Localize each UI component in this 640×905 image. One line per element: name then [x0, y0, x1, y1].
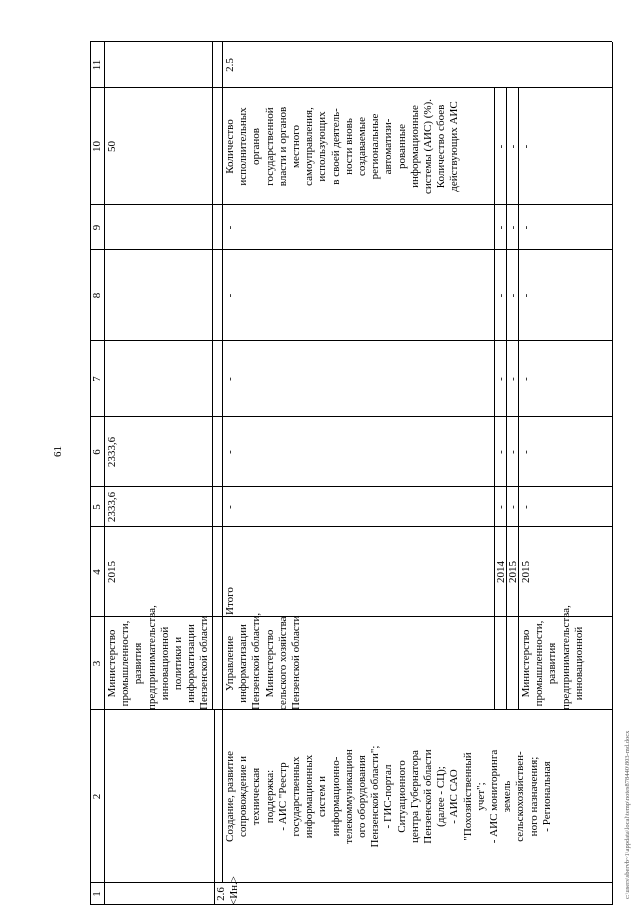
amount-cell: 2333,6	[106, 436, 118, 468]
table-line	[90, 486, 612, 487]
column-header: 11	[91, 59, 103, 71]
dash-cell: -	[507, 144, 519, 149]
page-number: 61	[52, 446, 64, 457]
dash-cell: -	[507, 450, 519, 454]
dash-cell: -	[495, 377, 507, 381]
amount-cell: 2333,6	[106, 491, 118, 523]
column-header: 3	[91, 660, 103, 667]
indicator-text: Количество исполнительных органов государственной власти и органов местного самоуправления, использующих в своей деятель- ности вновь создаваемые региональные автоматизи- рованные информационные системы (АИС) (%). Количество сбоев действующих АИС	[224, 99, 461, 194]
dash-cell: -	[495, 293, 507, 298]
column-header: 4	[91, 569, 103, 575]
indicator-value: 50	[106, 141, 118, 152]
dash-cell: -	[224, 377, 236, 381]
table-line	[612, 42, 613, 905]
column-header: 6	[91, 449, 103, 455]
dash-cell: -	[520, 377, 532, 381]
year-cell: 2015	[520, 561, 532, 583]
dash-cell: -	[520, 450, 532, 454]
total-label: Итого	[224, 587, 236, 615]
dash-cell: -	[495, 505, 507, 509]
column-header: 8	[91, 292, 103, 299]
dash-cell: -	[224, 225, 236, 230]
column-header: 2	[91, 793, 103, 800]
executor-text: Министерство промышленности, развития предпринимательства, инновационной политики и информатизации Пензенской области	[106, 605, 211, 710]
table-line	[214, 710, 215, 905]
dash-cell: -	[520, 225, 532, 230]
column-header: 5	[91, 504, 103, 510]
table-line	[90, 340, 612, 341]
executor-text: Министерство промышленности, развития предпринимательства, инновационной	[520, 605, 585, 710]
column-header: 10	[91, 141, 103, 152]
column-header: 9	[91, 224, 103, 231]
year-cell: 2015	[106, 561, 118, 583]
dash-cell: -	[495, 144, 507, 149]
table-line	[90, 41, 612, 42]
row-number: 2.6 <Ин.>	[215, 876, 241, 905]
table-line	[90, 526, 612, 527]
dash-cell: -	[507, 293, 519, 298]
year-cell: 2015	[507, 561, 519, 583]
dash-cell: -	[520, 293, 532, 298]
dash-cell: -	[495, 225, 507, 230]
footer-file-path: c:\users\sbervb~1\appdata\local\temp\notes878440\803-md.docx	[624, 730, 631, 899]
table	[90, 0, 612, 905]
column-header: 1	[91, 891, 103, 897]
activity-name: Создание, развитие сопровождение и техническая поддержка: - АИС "Реестр государственных информационных систем и информационно- телекоммуникацион ого оборудования Пензенской области"; - ГИС-портал Ситуационного центра Губернатора Пензенской области (далее - СЦ); - АИС САО "Похозяйственный учет"; - АИС мониторинга земель сельскохозяйствен- ного назначения; - Региональная	[224, 745, 553, 848]
dash-cell: -	[224, 450, 236, 454]
dash-cell: -	[520, 144, 532, 149]
goal-ref: 2.5	[224, 58, 236, 72]
dash-cell: -	[495, 450, 507, 454]
dash-cell: -	[224, 293, 236, 298]
table-line	[212, 42, 213, 710]
dash-cell: -	[520, 505, 532, 509]
table-line	[90, 249, 612, 250]
dash-cell: -	[224, 505, 236, 509]
executor-text: Управление информатизации Пензенской области, Министерство сельского хозяйства Пензенской области	[224, 612, 303, 710]
dash-cell: -	[507, 505, 519, 509]
column-header: 7	[91, 376, 103, 382]
dash-cell: -	[507, 377, 519, 381]
table-line	[90, 416, 612, 417]
table-line	[222, 42, 223, 883]
year-cell: 2014	[495, 561, 507, 583]
dash-cell: -	[507, 225, 519, 230]
